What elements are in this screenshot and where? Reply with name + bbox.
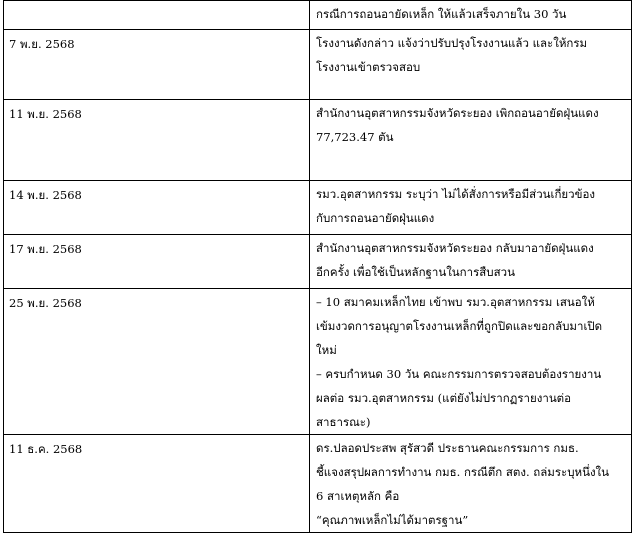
event-cell — [310, 100, 632, 181]
event-text-line: รมว.อุตสาหกรรม ระบุว่า ไม่ได้สั่งการหรือมีส่วนเกี่ยวข้อง — [316, 187, 595, 201]
table-row — [4, 235, 632, 289]
event-text-line: โรงงานเข้าตรวจสอบ — [316, 60, 421, 74]
event-text-line: โรงงานดังกล่าว แจ้งว่าปรับปรุงโรงงานแล้ว และให้กรม — [316, 36, 588, 50]
date-cell — [4, 1, 310, 30]
event-cell — [310, 30, 632, 100]
table-row — [4, 100, 632, 181]
event-text-line: กรณีการถอนอายัดเหล็ก ให้แล้วเสร็จภายใน 30 วัน — [316, 7, 567, 21]
date-cell: 25 พ.ย. 2568 — [4, 289, 310, 435]
event-text-line: สำนักงานอุตสาหกรรมจังหวัดระยอง เพิกถอนอายัดฝุ่นแดง — [316, 106, 599, 120]
event-text-line: สำนักงานอุตสาหกรรมจังหวัดระยอง กลับมาอายัดฝุ่นแดง — [316, 241, 594, 255]
event-text-line: ชี้แจงสรุปผลการทำงาน กมธ. กรณีตึก สตง. ถล่มระบุหนึ่งใน — [316, 465, 610, 479]
table-row — [4, 289, 632, 435]
date-cell: 11 ธ.ค. 2568 — [4, 435, 310, 533]
table-row — [4, 435, 632, 533]
date-cell: 14 พ.ย. 2568 — [4, 181, 310, 235]
event-text-line: อีกครั้ง เพื่อใช้เป็นหลักฐานในการสืบสวน — [316, 265, 515, 279]
timeline-table — [3, 0, 632, 533]
event-cell — [310, 1, 632, 30]
event-cell — [310, 435, 632, 533]
date-cell: 11 พ.ย. 2568 — [4, 100, 310, 181]
event-text-line: – 10 สมาคมเหล็กไทย เข้าพบ รมว.อุตสาหกรรม เสนอให้ — [316, 295, 595, 309]
table-row — [4, 181, 632, 235]
event-cell — [310, 181, 632, 235]
date-cell: 17 พ.ย. 2568 — [4, 235, 310, 289]
event-text-line: 77,723.47 ตัน — [316, 130, 394, 144]
event-text-line: “คุณภาพเหล็กไม่ได้มาตรฐาน” — [316, 513, 469, 527]
event-text-line: ผลต่อ รมว.อุตสาหกรรม (แต่ยังไม่ปรากฏรายงานต่อ — [316, 391, 572, 405]
event-text-line: เข้มงวดการอนุญาตโรงงานเหล็กที่ถูกปิดและขอกลับมาเปิด — [316, 319, 603, 333]
date-cell: 7 พ.ย. 2568 — [4, 30, 310, 100]
event-cell — [310, 289, 632, 435]
table-row — [4, 1, 632, 30]
event-text-line: 6 สาเหตุหลัก คือ — [316, 489, 400, 503]
event-text-line: ดร.ปลอดประสพ สุรัสวดี ประธานคณะกรรมการ กมธ. — [316, 441, 579, 455]
table-row — [4, 30, 632, 100]
event-text-line: ใหม่ — [316, 343, 337, 357]
event-text-line: กับการถอนอายัดฝุ่นแดง — [316, 211, 435, 225]
event-text-line: – ครบกำหนด 30 วัน คณะกรรมการตรวจสอบต้องรายงาน — [316, 367, 602, 381]
event-text-line: สาธารณะ) — [316, 415, 371, 429]
event-cell — [310, 235, 632, 289]
